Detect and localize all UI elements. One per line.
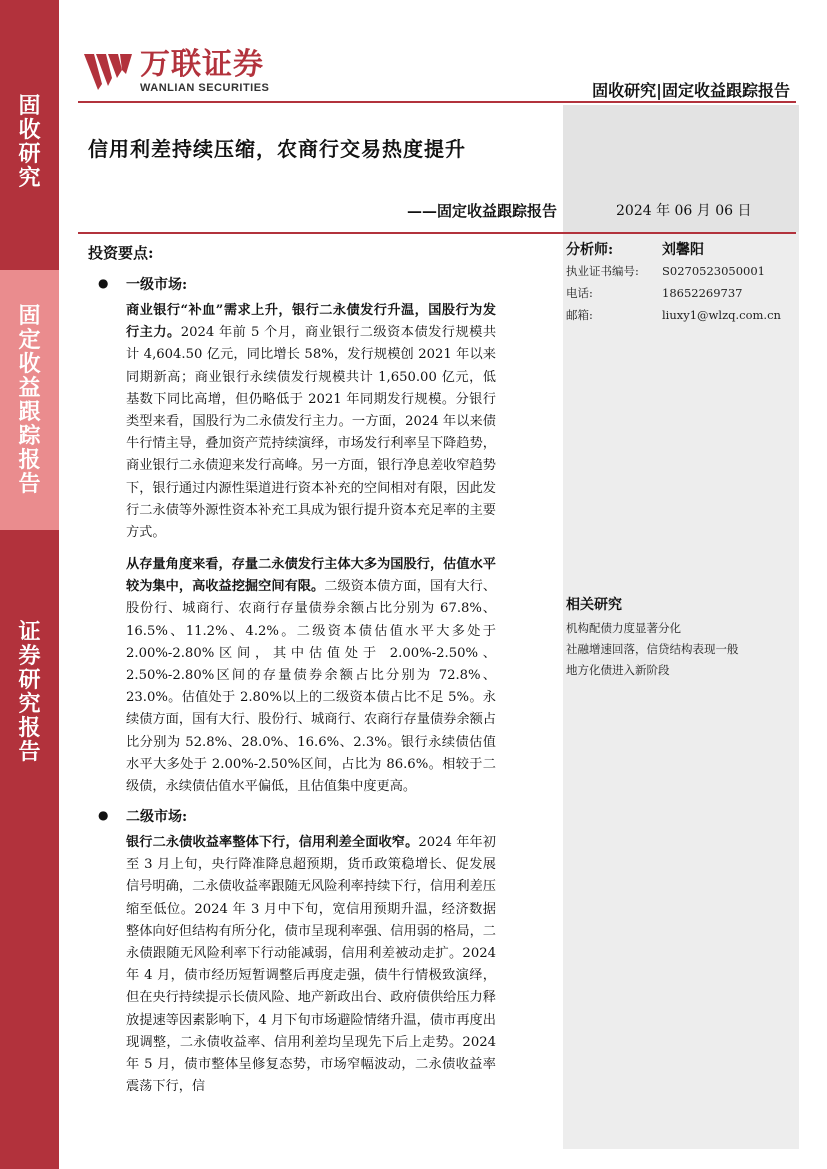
wanlian-logo-icon <box>82 50 134 94</box>
brand-name-cn: 万联证券 <box>140 47 264 82</box>
paragraph-stock <box>126 554 496 798</box>
section-heading: 投资要点: <box>88 244 154 262</box>
side-label-text: 固收研究 <box>18 93 41 191</box>
report-title: 信用利差持续压缩，农商行交易热度提升 <box>88 137 466 161</box>
analyst-name: 刘馨阳 <box>662 242 704 258</box>
paragraph-lead: 银行二永债收益率整体下行，信用利差全面收窄。 <box>126 835 419 850</box>
paragraph-lead: 商业银行“补血”需求上升，银行二永债发行升温，国股行为发行主力。 <box>126 303 496 341</box>
side-label-fixed-income <box>0 0 59 270</box>
phone-label: 电话: <box>566 286 593 300</box>
secondary-market-label: 二级市场: <box>126 809 188 825</box>
header-divider <box>78 101 796 103</box>
report-date: 2024 年 06 月 06 日 <box>616 203 752 219</box>
side-label-text: 固定收益跟踪报告 <box>18 303 41 497</box>
title-divider <box>78 232 796 234</box>
brand-name-en: WANLIAN SECURITIES <box>140 82 270 94</box>
related-item[interactable]: 地方化债进入新阶段 <box>566 663 670 677</box>
side-label-tracking-report <box>0 270 59 530</box>
related-item[interactable]: 机构配债力度显著分化 <box>566 621 681 635</box>
related-item[interactable]: 社融增速回落，信贷结构表现一般 <box>566 642 739 656</box>
cert-number: S0270523050001 <box>662 264 765 278</box>
side-label-research-report <box>0 530 59 1169</box>
analyst-role-label: 分析师: <box>566 242 614 258</box>
paragraph-body: 二级资本债方面，国有大行、股份行、城商行、农商行存量债券余额占比分别为 67.8%、16.5%、11.2%、4.2%。二级资本债估值水平大多处于 2.00%-2.80%区间，其中估值处于 2.00%-2.50%、2.50%-2.80%区间的存量债券余额占比分别为 72.8%、23.0%。估值处于 2.80%以上的二级资本债占比不足 5%。永续债方面，国有大行、股份行、城商行、农商行存量债券余额占比分别为 52.8%、28.0%、16.6%、2.3%。银行永续债估值水平大多处于 2.00%-2.50%区间，占比为 86.6%。相较于二级债，永续债估值水平偏低，且估值集中度更高。 <box>126 579 497 795</box>
side-label-text: 证券研究报告 <box>18 619 41 765</box>
analyst-info <box>566 238 796 326</box>
primary-market-label: 一级市场: <box>126 277 188 293</box>
related-research <box>566 594 796 681</box>
email-address[interactable]: liuxy1@wlzq.com.cn <box>662 308 781 322</box>
paragraph-lead: 从存量角度来看，存量二永债发行主体大多为国股行，估值水平较为集中，高收益挖掘空间有限。 <box>126 557 496 595</box>
related-research-title: 相关研究 <box>566 597 622 613</box>
paragraph-body: 2024 年年初至 3 月上旬，央行降准降息超预期，货币政策稳增长、促发展信号明确，二永债收益率跟随无风险利率持续下行，信用利差压缩至低位。2024 年 3 月中下旬，宽信用预期升温，经济数据整体向好但结构有所分化，债市呈现利率强、信用弱的格局，二永债跟随无风险利率下行动能减弱，信用利差被动走扩。2024 年 4 月，债市经历短暂调整后再度走强，债牛行情极致演绎，但在央行持续提示长债风险、地产新政出台、政府债供给压力释放提速等因素影响下，4 月下旬市场避险情绪升温，债市再度出现调整，二永债收益率、信用利差均呈现先下后上走势。2024 年 5 月，债市整体呈修复态势，市场窄幅波动，二永债收益率震荡下行，信 <box>126 835 496 1095</box>
bullet-icon: ● <box>98 276 109 290</box>
cert-label: 执业证书编号: <box>566 264 639 278</box>
email-label: 邮箱: <box>566 308 593 322</box>
report-type: 固收研究|固定收益跟踪报告 <box>592 81 790 100</box>
report-subtitle: ——固定收益跟踪报告 <box>406 202 557 220</box>
paragraph-body: 2024 年前 5 个月，商业银行二级资本债发行规模共计 4,604.50 亿元，同比增长 58%，发行规模创 2021 年以来同期新高；商业银行永续债发行规模共计 1,650.00 亿元，低基数下同比高增，但仍略低于 2021 年同期发行规模。分银行类型来看，国股行为二永债发行主力。一方面，2024 年以来债牛行情主导，叠加资产荒持续演绎，市场发行利率呈下降趋势，商业银行二永债迎来发行高峰。另一方面，银行净息差收窄趋势下，银行通过内源性渠道进行资本补充的空间相对有限，因此发行二永债等外源性资本补充工具成为银行提升资本充足率的主要方式。 <box>126 325 497 541</box>
phone-number: 18652269737 <box>662 286 743 300</box>
paragraph-issuance <box>126 300 496 544</box>
paragraph-yields <box>126 832 496 1098</box>
brand-logo <box>82 49 269 94</box>
bullet-icon: ● <box>98 808 109 822</box>
